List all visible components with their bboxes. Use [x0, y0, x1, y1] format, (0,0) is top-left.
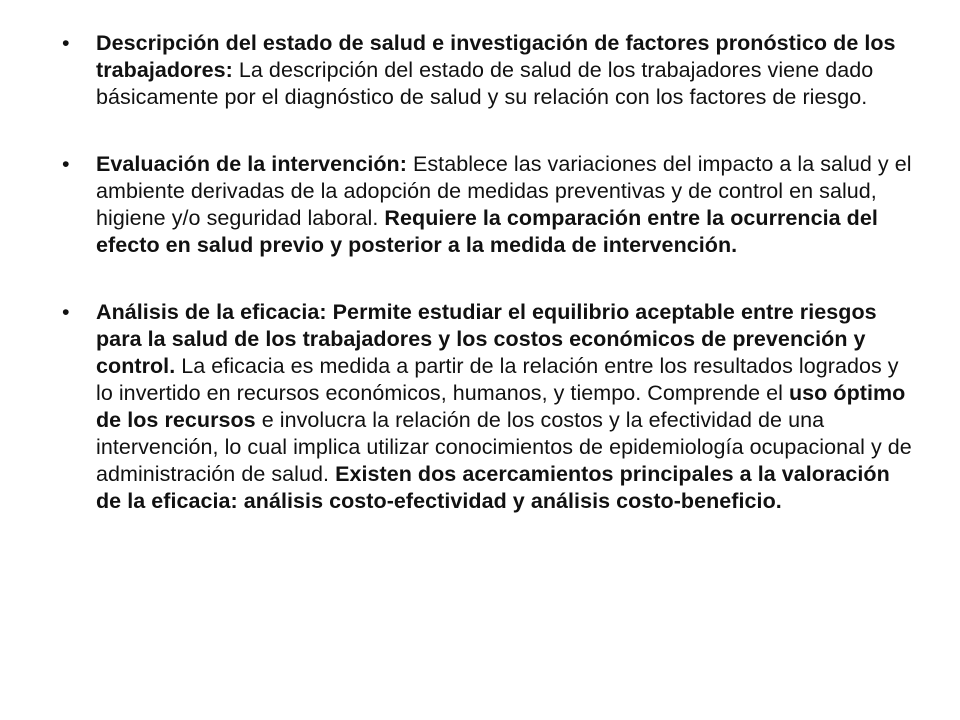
bullet-title: Descripción del estado de salud e investigación de factores pronóstico de los trabajadores:: [96, 31, 896, 82]
bullet-bold-text: Requiere la comparación entre la ocurrencia del efecto en salud previo y posterior a la medida de intervención.: [96, 206, 878, 257]
bullet-bold-text: Existen dos acercamientos principales a la valoración de la eficacia: análisis costo-efectividad y análisis costo-beneficio.: [96, 462, 890, 513]
bullet-text: e involucra la relación de los costos y la efectividad de una intervención, lo cual implica utilizar conocimientos de epidemiología ocupacional y de administración de salud.: [96, 408, 912, 486]
bullet-text: La descripción del estado de salud de los trabajadores viene dado básicamente por el diagnóstico de salud y su relación con los factores de riesgo.: [96, 58, 874, 109]
bullet-dot: •: [62, 31, 70, 55]
bullet-text: Establece las variaciones del impacto a la salud y el ambiente derivadas de la adopción de medidas preventivas y de control en salud, higiene y/o seguridad laboral.: [96, 152, 912, 230]
bullet-evaluacion-intervencion: [62, 151, 912, 259]
bullet-bold-text: uso óptimo de los recursos: [96, 381, 906, 432]
bullet-title: Evaluación de la intervención:: [96, 152, 407, 176]
bullet-text: La eficacia es medida a partir de la relación entre los resultados logrados y lo invertido en recursos económicos, humanos, y tiempo. Comprende el: [96, 354, 899, 405]
bullet-dot: •: [62, 152, 70, 176]
bullet-descripcion-estado-salud: [62, 30, 912, 111]
bullet-title: Análisis de la eficacia:: [96, 300, 333, 324]
slide-content: [62, 30, 912, 515]
bullet-analisis-eficacia: [62, 299, 912, 515]
bullet-dot: •: [62, 300, 70, 324]
bullet-bold-text: Permite estudiar el equilibrio aceptable entre riesgos para la salud de los trabajadores y los costos económicos de prevención y control.: [96, 300, 877, 378]
